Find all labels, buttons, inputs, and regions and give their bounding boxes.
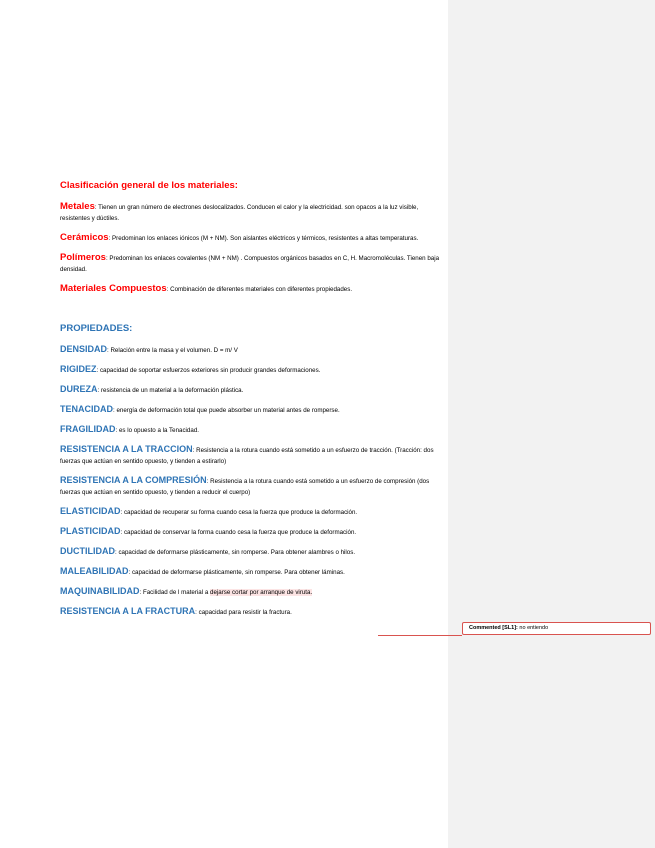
definition: : Resistencia a la rotura cuando está sometido a un esfuerzo de compresión (dos fuerzas que actúan en sentido opuesto, y tienden a reducir el cuerpo) bbox=[60, 478, 430, 496]
term: FRAGILIDAD bbox=[60, 424, 116, 434]
term: PLASTICIDAD bbox=[60, 526, 121, 536]
term: MALEABILIDAD bbox=[60, 566, 129, 576]
term: RESISTENCIA A LA COMPRESIÓN bbox=[60, 475, 207, 485]
section-title-classification: Clasificación general de los materiales: bbox=[60, 180, 238, 191]
section-title-properties: PROPIEDADES: bbox=[60, 323, 133, 334]
definition: : capacidad de conservar la forma cuando cesa la fuerza que produce la deformación. bbox=[120, 529, 357, 536]
definition: : es lo opuesto a la Tenacidad. bbox=[115, 427, 199, 434]
paragraph-densidad bbox=[60, 344, 442, 356]
definition: : Resistencia a la rotura cuando está sometido a un esfuerzo de tracción. (Tracción: dos fuerzas que actúan en sentido opuesto, y tienden a estirarlo) bbox=[60, 447, 434, 465]
term: RESISTENCIA A LA FRACTURA bbox=[60, 606, 196, 616]
paragraph-polimeros bbox=[60, 252, 442, 275]
paragraph-resistencia-traccion bbox=[60, 444, 442, 467]
paragraph-resistencia-fractura bbox=[60, 606, 442, 618]
paragraph-elasticidad bbox=[60, 506, 442, 518]
term: Cerámicos bbox=[60, 232, 109, 243]
paragraph-plasticidad bbox=[60, 526, 442, 538]
definition: : capacidad de deformarse plásticamente, sin romperse. Para obtener láminas. bbox=[128, 569, 345, 576]
paragraph-compuestos bbox=[60, 283, 442, 295]
paragraph-resistencia-compresion bbox=[60, 475, 442, 498]
term: DUREZA bbox=[60, 384, 98, 394]
term: RESISTENCIA A LA TRACCION bbox=[60, 444, 193, 454]
paragraph-metales bbox=[60, 201, 442, 224]
paragraph-tenacidad bbox=[60, 404, 442, 416]
definition: : energía de deformación total que puede absorber un material antes de romperse. bbox=[113, 407, 340, 414]
paragraph-fragilidad bbox=[60, 424, 442, 436]
definition: : capacidad de deformarse plásticamente, sin romperse. Para obtener alambres o hilos. bbox=[115, 549, 356, 556]
definition: : capacidad de soportar esfuerzos exteriores sin producir grandes deformaciones. bbox=[96, 367, 321, 374]
term: ELASTICIDAD bbox=[60, 506, 121, 516]
paragraph-rigidez bbox=[60, 364, 442, 376]
definition: : Combinación de diferentes materiales con diferentes propiedades. bbox=[166, 286, 353, 293]
commented-text-highlight[interactable]: dejarse cortar por arranque de viruta. bbox=[210, 589, 313, 596]
document-body bbox=[60, 180, 442, 626]
term: RIGIDEZ bbox=[60, 364, 97, 374]
term: DENSIDAD bbox=[60, 344, 108, 354]
definition: : Facilidad de l material a bbox=[139, 589, 211, 596]
term: TENACIDAD bbox=[60, 404, 113, 414]
paragraph-ceramicos bbox=[60, 232, 442, 244]
term: Metales bbox=[60, 201, 95, 212]
term: MAQUINABILIDAD bbox=[60, 586, 140, 596]
definition: : Predominan los enlaces covalentes (NM + NM) . Compuestos orgánicos basados en C, H. Macromoléculas. Tienen baja densidad. bbox=[60, 255, 440, 273]
comment-connector-line bbox=[378, 635, 462, 636]
definition: : Relación entre la masa y el volumen. D = m/ V bbox=[107, 347, 238, 354]
definition: : capacidad para resistir la fractura. bbox=[195, 609, 292, 616]
comment-author-tag: Commented [SL1]: bbox=[469, 625, 518, 631]
definition: : resistencia de un material a la deformación plástica. bbox=[97, 387, 244, 394]
paragraph-maleabilidad bbox=[60, 566, 442, 578]
comments-margin-pane bbox=[448, 0, 655, 848]
paragraph-dureza bbox=[60, 384, 442, 396]
comment-text: no entiendo bbox=[519, 625, 549, 631]
term: Materiales Compuestos bbox=[60, 283, 167, 294]
paragraph-ductilidad bbox=[60, 546, 442, 558]
definition: : Predominan los enlaces iónicos (M + NM). Son aislantes eléctricos y térmicos, resistentes a altas temperaturas. bbox=[108, 235, 419, 242]
comment-balloon[interactable] bbox=[462, 622, 651, 635]
definition: : capacidad de recuperar su forma cuando cesa la fuerza que produce la deformación. bbox=[120, 509, 358, 516]
definition: : Tienen un gran número de electrones deslocalizados. Conducen el calor y la electricidad. son opacos a la luz visible, resistentes y dúctiles. bbox=[60, 204, 419, 222]
term: Polímeros bbox=[60, 252, 106, 263]
paragraph-maquinabilidad bbox=[60, 586, 442, 598]
term: DUCTILIDAD bbox=[60, 546, 115, 556]
